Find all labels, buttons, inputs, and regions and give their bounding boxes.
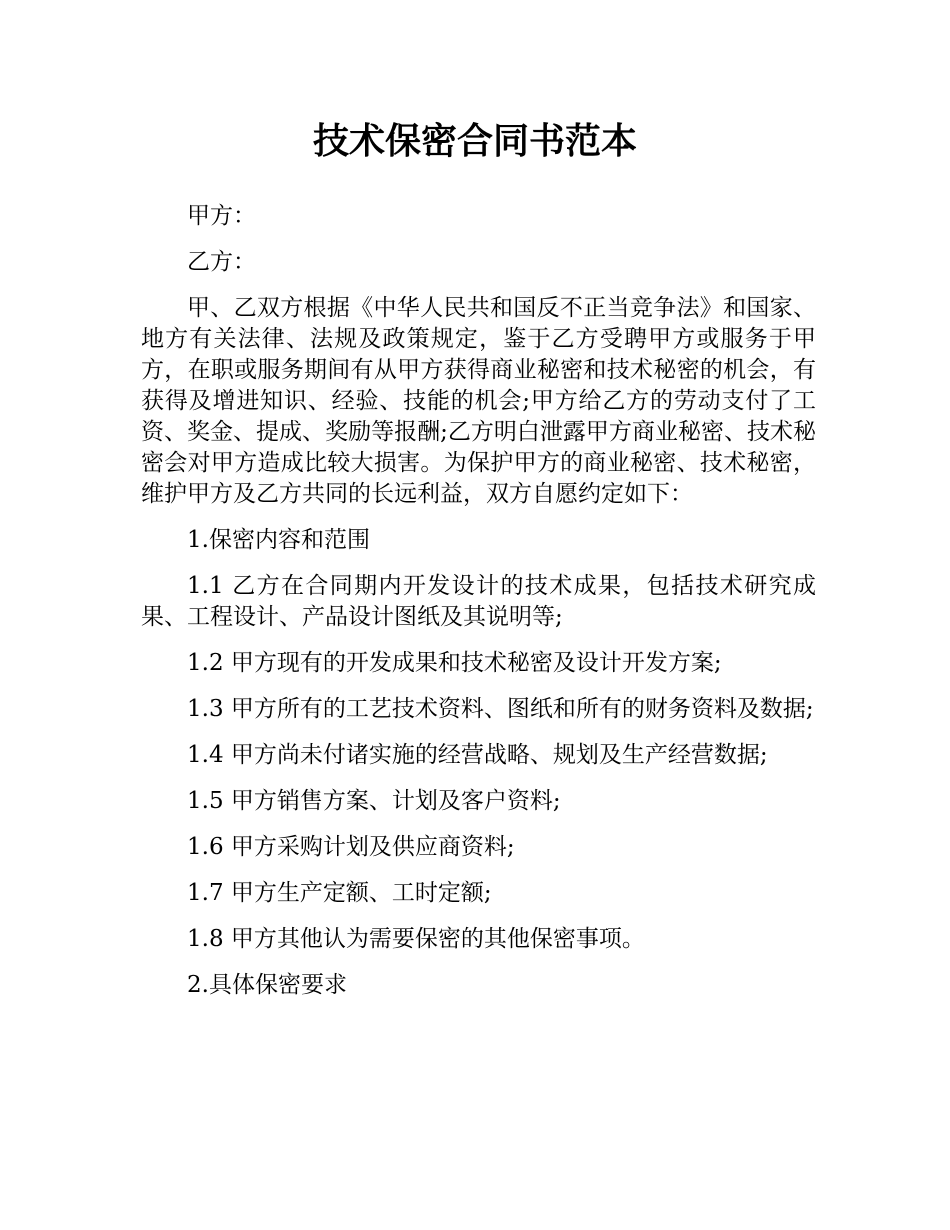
clause-1-2: 1.2 甲方现有的开发成果和技术秘密及设计开发方案;: [187, 650, 722, 676]
preamble-paragraph: 甲、乙双方根据《中华人民共和国反不正当竞争法》和国家、地方有关法律、法规及政策规定，鉴于乙方受聘甲方或服务于甲方，在职或服务期间有从甲方获得商业秘密和技术秘密的机会，有获得及增进知识、经验、技能的机会;甲方给乙方的劳动支付了工资、奖金、提成、奖励等报酬;乙方明白泄露甲方商业秘密、技术秘密会对甲方造成比较大损害。为保护甲方的商业秘密、技术秘密，维护甲方及乙方共同的长远利益，双方自愿约定如下：: [141, 295, 816, 507]
document-body: [141, 201, 816, 1016]
section-heading-2: 2.具体保密要求: [187, 972, 347, 998]
clause-1-1: 1.1 乙方在合同期内开发设计的技术成果，包括技术研究成果、工程设计、产品设计图纸及其说明等;: [141, 573, 816, 630]
clause-1-7: 1.7 甲方生产定额、工时定额;: [187, 880, 492, 906]
clause-1-4: 1.4 甲方尚未付诸实施的经营战略、规划及生产经营数据;: [187, 742, 768, 768]
party-a-line: 甲方：: [187, 203, 256, 229]
section-heading-1: 1.保密内容和范围: [187, 527, 370, 553]
clause-1-6: 1.6 甲方采购计划及供应商资料;: [187, 834, 515, 860]
clause-1-3: 1.3 甲方所有的工艺技术资料、图纸和所有的财务资料及数据;: [187, 696, 814, 722]
clause-1-8: 1.8 甲方其他认为需要保密的其他保密事项。: [187, 926, 645, 952]
clause-1-5: 1.5 甲方销售方案、计划及客户资料;: [187, 788, 561, 814]
party-b-line: 乙方：: [187, 249, 256, 275]
document-title: 技术保密合同书范本: [312, 121, 637, 162]
